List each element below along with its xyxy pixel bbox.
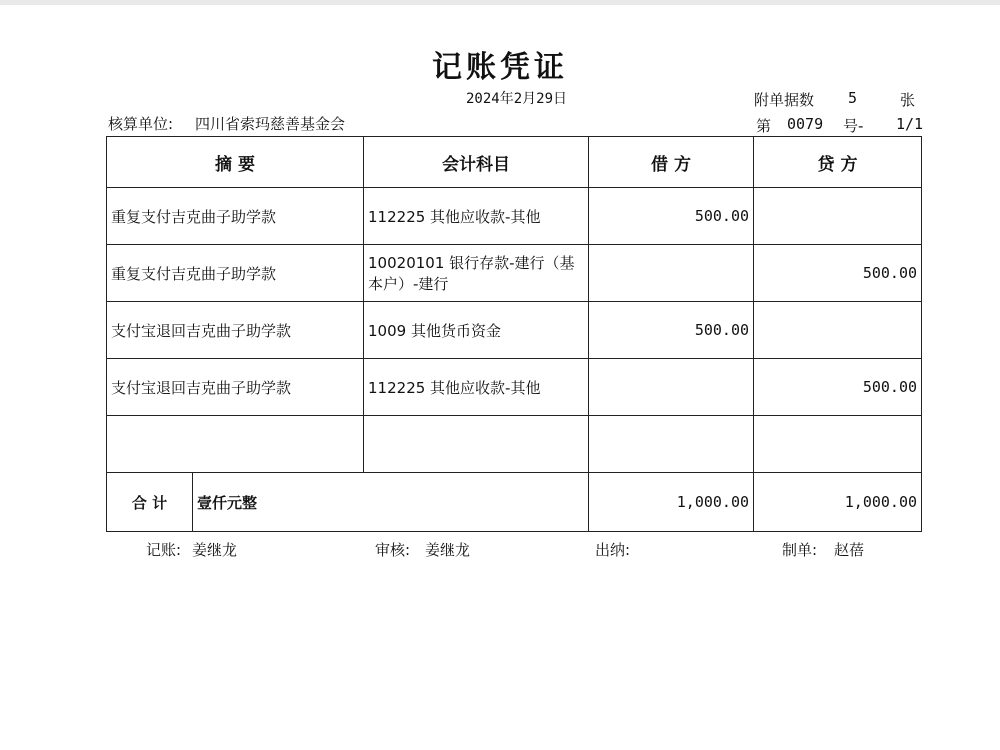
row-debit: 500.00 bbox=[589, 188, 754, 245]
row-credit: 500.00 bbox=[754, 245, 922, 302]
row-account: 112225 其他应收款-其他 bbox=[364, 188, 589, 245]
voucher-number-suffix: 号- bbox=[843, 117, 864, 135]
cashier-label: 出纳: bbox=[595, 541, 631, 559]
row-debit: 500.00 bbox=[589, 302, 754, 359]
scan-edge bbox=[0, 0, 1000, 5]
row-credit bbox=[754, 416, 922, 473]
unit-name: 四川省索玛慈善基金会 bbox=[195, 115, 346, 133]
page-number: 1/1 bbox=[896, 115, 924, 133]
header-summary: 摘 要 bbox=[107, 137, 364, 188]
header-credit: 贷 方 bbox=[754, 137, 922, 188]
reviewer-label: 审核: bbox=[375, 541, 411, 559]
voucher-date: 2024年2月29日 bbox=[466, 91, 568, 107]
row-account: 10020101 银行存款-建行（基本户）-建行 bbox=[364, 245, 589, 302]
table-row bbox=[107, 188, 922, 245]
attachments-label: 附单据数 bbox=[754, 91, 815, 109]
row-summary bbox=[107, 416, 364, 473]
total-row bbox=[107, 473, 922, 532]
table-row bbox=[107, 245, 922, 302]
preparer-name: 赵蓓 bbox=[834, 541, 865, 559]
bookkeeper-label: 记账: bbox=[146, 541, 182, 559]
attachments-unit: 张 bbox=[900, 91, 916, 109]
unit-label: 核算单位: bbox=[108, 115, 174, 133]
total-credit: 1,000.00 bbox=[754, 473, 922, 532]
reviewer-name: 姜继龙 bbox=[425, 541, 471, 559]
voucher-title: 记账凭证 bbox=[432, 50, 568, 85]
row-debit bbox=[589, 359, 754, 416]
attachments-count: 5 bbox=[848, 89, 858, 107]
total-debit: 1,000.00 bbox=[589, 473, 754, 532]
preparer-label: 制单: bbox=[782, 541, 818, 559]
row-summary: 支付宝退回吉克曲子助学款 bbox=[107, 359, 364, 416]
row-account: 1009 其他货币资金 bbox=[364, 302, 589, 359]
row-credit bbox=[754, 188, 922, 245]
row-credit bbox=[754, 302, 922, 359]
header-debit: 借 方 bbox=[589, 137, 754, 188]
row-account bbox=[364, 416, 589, 473]
table-row bbox=[107, 302, 922, 359]
row-debit bbox=[589, 245, 754, 302]
row-summary: 支付宝退回吉克曲子助学款 bbox=[107, 302, 364, 359]
header-account: 会计科目 bbox=[364, 137, 589, 188]
total-label: 合 计 bbox=[107, 473, 193, 532]
total-amount-words: 壹仟元整 bbox=[193, 473, 589, 532]
table-row bbox=[107, 416, 922, 473]
row-account: 112225 其他应收款-其他 bbox=[364, 359, 589, 416]
voucher-table bbox=[106, 136, 922, 532]
table-header bbox=[107, 137, 922, 188]
voucher-number: 0079 bbox=[787, 115, 824, 133]
row-credit: 500.00 bbox=[754, 359, 922, 416]
voucher-number-label: 第 bbox=[756, 117, 772, 135]
row-summary: 重复支付吉克曲子助学款 bbox=[107, 188, 364, 245]
row-debit bbox=[589, 416, 754, 473]
table-row bbox=[107, 359, 922, 416]
row-summary: 重复支付吉克曲子助学款 bbox=[107, 245, 364, 302]
bookkeeper-name: 姜继龙 bbox=[192, 541, 238, 559]
